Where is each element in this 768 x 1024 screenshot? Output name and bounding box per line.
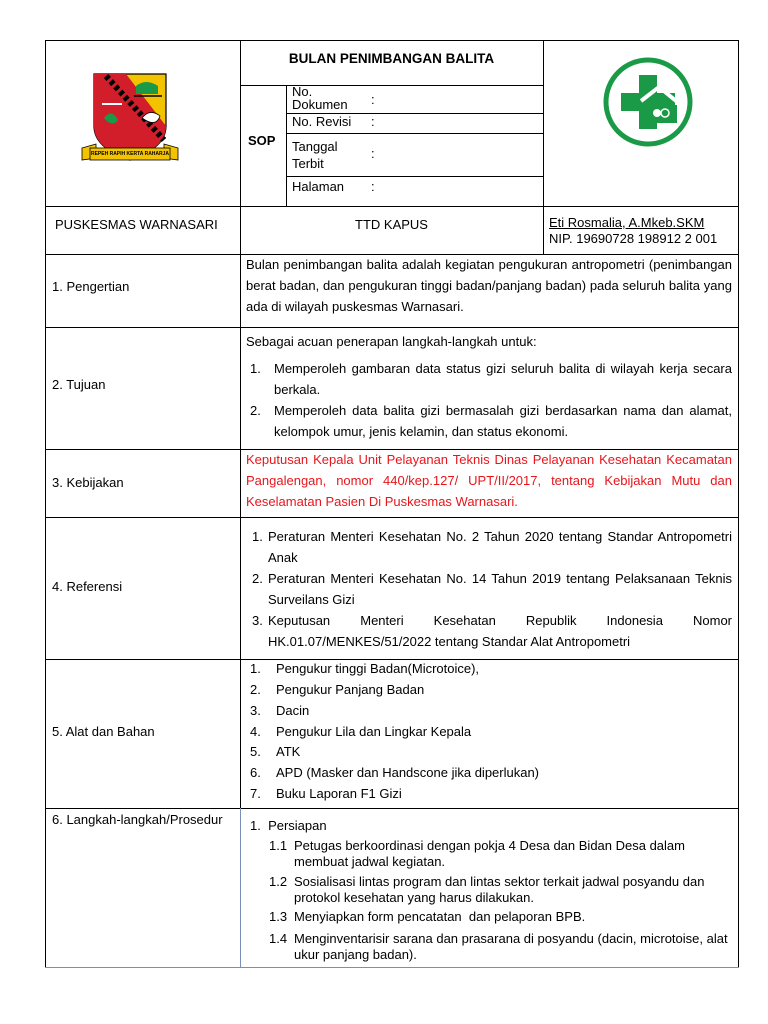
- referensi-item: Peraturan Menteri Kesehatan No. 2 Tahun 2020 tentang Standar Antropometri Anak: [268, 529, 732, 565]
- field-halaman: Halaman: [292, 179, 345, 194]
- field-sep: :: [371, 179, 375, 194]
- alat-item-number: 2.: [250, 682, 261, 697]
- field-sep: :: [371, 146, 375, 161]
- tujuan-item-number: 1.: [250, 361, 261, 376]
- section-label-kebijakan: 3. Kebijakan: [52, 475, 124, 490]
- signatory-name: Eti Rosmalia, A.Mkeb.SKM: [549, 215, 705, 230]
- puskesmas-logo: [601, 55, 695, 149]
- substep-number: 1.1: [269, 838, 288, 853]
- regency-crest-logo: [76, 68, 184, 168]
- alat-item-number: 3.: [250, 703, 261, 718]
- substep-text: Menyiapkan form pencatatan dan pelaporan BPB.: [294, 909, 586, 924]
- puskesmas-cross-icon: [601, 55, 695, 149]
- referensi-item-number: 3.: [252, 613, 263, 628]
- substep-number: 1.3: [269, 909, 288, 924]
- referensi-item: Keputusan Menteri Kesehatan Republik Indonesia Nomor HK.01.07/MENKES/51/2022 tentang Standar Alat Antropometri: [268, 613, 732, 649]
- logo-motto: REPEH RAPIH KERTA RAHARJA: [90, 151, 170, 157]
- referensi-item: Peraturan Menteri Kesehatan No. 14 Tahun 2019 tentang Pelaksanaan Teknis Surveilans Gizi: [268, 571, 732, 607]
- alat-item-number: 6.: [250, 765, 261, 780]
- alat-item: Pengukur Lila dan Lingkar Kepala: [276, 724, 472, 739]
- field-no-dokumen: [292, 85, 372, 111]
- alat-item: APD (Masker dan Handscone jika diperlukan): [276, 765, 540, 780]
- field-no-revisi: No. Revisi: [292, 114, 352, 129]
- field-sep: :: [371, 114, 375, 129]
- alat-item: ATK: [276, 744, 301, 759]
- section-label-alat: 5. Alat dan Bahan: [52, 724, 155, 739]
- institution-name: PUSKESMAS WARNASARI: [55, 217, 218, 232]
- field-sep: :: [371, 92, 375, 107]
- section-label-prosedur: 6. Langkah-langkah/Prosedur: [52, 812, 223, 827]
- signatory-nip: NIP. 19690728 198912 2 001: [549, 231, 718, 246]
- referensi-item-number: 2.: [252, 571, 263, 586]
- field-tanggal-terbit: [292, 138, 352, 172]
- alat-item-number: 7.: [250, 786, 261, 801]
- document-title: BULAN PENIMBANGAN BALITA: [288, 51, 495, 66]
- prosedur-step-persiapan: 1. Persiapan: [250, 818, 327, 833]
- tujuan-item: Memperoleh data balita gizi bermasalah gizi berdasarkan nama dan alamat, kelompok umur, jenis kelamin, dan status ekonomi.: [274, 403, 732, 439]
- section-label-referensi: 4. Referensi: [52, 579, 123, 594]
- alat-item: Buku Laporan F1 Gizi: [276, 786, 402, 801]
- tujuan-item-number: 2.: [250, 403, 261, 418]
- substep-text: Petugas berkoordinasi dengan pokja 4 Desa dan Bidan Desa dalam membuat jadwal kegiatan.: [294, 838, 685, 869]
- section-label-pengertian: 1. Pengertian: [52, 279, 130, 294]
- field-label: No. Dokumen: [292, 84, 348, 112]
- substep-number: 1.4: [269, 931, 288, 946]
- kebijakan-text: Keputusan Kepala Unit Pelayanan Teknis Dinas Pelayanan Kesehatan Kecamatan Pangalengan, nomor 440/kep.127/ UPT/II/2017, tentang Kebijakan Mutu dan Keselamatan Pasien Di Puskesmas Warnasari.: [246, 452, 732, 509]
- alat-item-number: 1.: [250, 661, 261, 676]
- sop-label: SOP: [248, 133, 276, 148]
- field-label: Tanggal Terbit: [292, 139, 338, 171]
- substep-text: Sosialisasi lintas program dan lintas sektor terkait jadwal posyandu dan protokol kesehatan yang harus dilakukan.: [294, 874, 705, 905]
- tujuan-intro: Sebagai acuan penerapan langkah-langkah untuk:: [246, 334, 537, 349]
- alat-item-number: 4.: [250, 724, 261, 739]
- section-label-tujuan: 2. Tujuan: [52, 377, 106, 392]
- ttd-kapus: TTD KAPUS: [355, 217, 428, 232]
- alat-item: Dacin: [276, 703, 310, 718]
- alat-item-number: 5.: [250, 744, 261, 759]
- alat-item: Pengukur tinggi Badan(Microtoice),: [276, 661, 480, 676]
- substep-number: 1.2: [269, 874, 288, 889]
- tujuan-item: Memperoleh gambaran data status gizi seluruh balita di wilayah kerja secara berkala.: [274, 361, 732, 397]
- pengertian-text: Bulan penimbangan balita adalah kegiatan pengukuran antropometri (penimbangan berat badan, dan pengukuran tinggi badan/panjang badan) pada seluruh balita yang ada di wilayah puskesmas Warnasari.: [246, 257, 732, 314]
- substep-text: Menginventarisir sarana dan prasarana di posyandu (dacin, microtoise, alat ukur panjang badan).: [294, 931, 728, 962]
- alat-item: Pengukur Panjang Badan: [276, 682, 425, 697]
- referensi-item-number: 1.: [252, 529, 263, 544]
